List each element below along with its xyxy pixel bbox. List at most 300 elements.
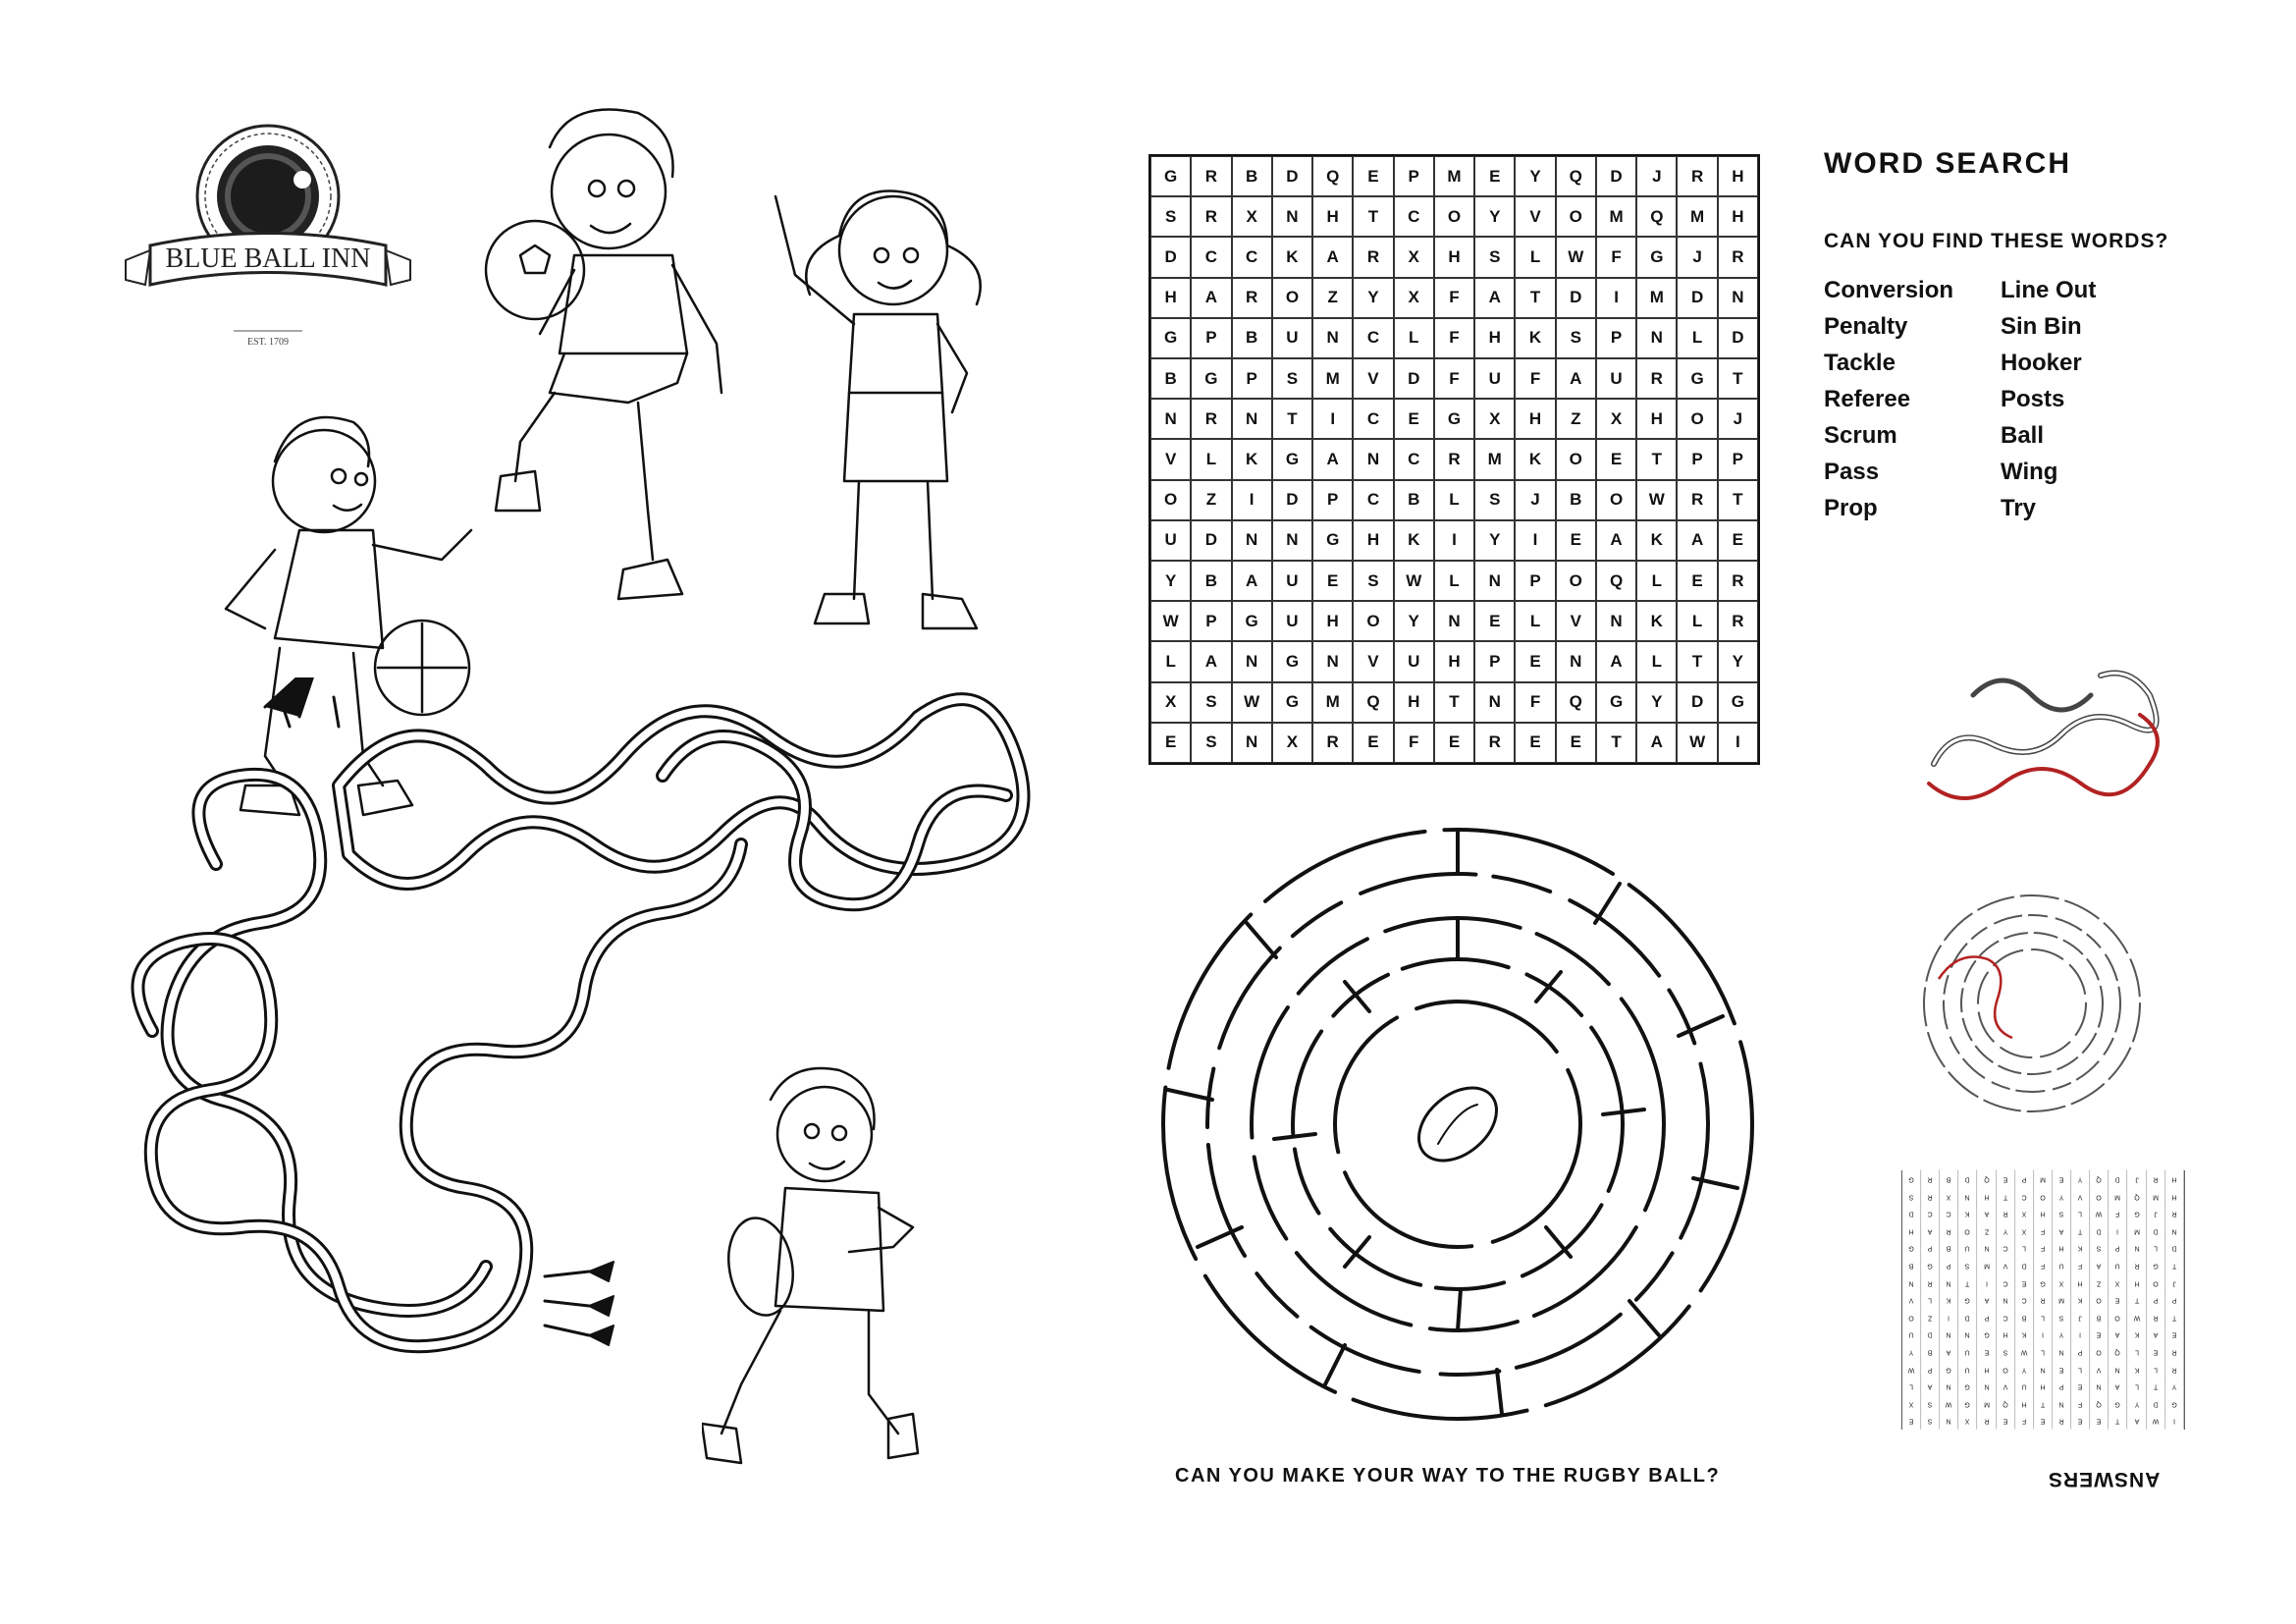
answer-grid-cell: L (2128, 1343, 2147, 1361)
grid-cell: S (1353, 561, 1393, 601)
answer-grid-cell: P (1978, 1309, 1997, 1326)
answer-grid-cell: L (2034, 1343, 2053, 1361)
blue-ball-inn-logo (116, 113, 420, 358)
grid-cell: G (1272, 641, 1312, 681)
answer-grid-cell: P (2015, 1170, 2034, 1188)
answer-grid-cell: P (2147, 1291, 2165, 1309)
grid-cell: X (1474, 399, 1515, 439)
grid-cell: Y (1394, 601, 1434, 641)
answer-grid-cell: N (2109, 1361, 2127, 1379)
answer-grid-cell: R (1940, 1222, 1958, 1240)
grid-cell: U (1272, 601, 1312, 641)
word-pass: Pass (1824, 459, 1880, 485)
answer-grid-cell: G (2165, 1395, 2184, 1413)
grid-cell: B (1232, 318, 1272, 358)
answer-grid-cell: N (2053, 1395, 2071, 1413)
answer-grid-cell: D (2165, 1239, 2184, 1257)
answer-grid-cell: R (2165, 1361, 2184, 1379)
grid-cell: W (1677, 723, 1717, 763)
grid-cell: V (1556, 601, 1596, 641)
answer-grid-cell: G (1958, 1395, 1977, 1413)
grid-cell: X (1394, 278, 1434, 318)
grid-cell: Q (1353, 682, 1393, 723)
answer-grid-cell: D (1902, 1205, 1921, 1222)
grid-cell: L (1677, 318, 1717, 358)
answer-grid-cell: N (2034, 1361, 2053, 1379)
answer-grid-cell: E (2071, 1412, 2090, 1430)
grid-cell: O (1596, 480, 1636, 520)
answer-grid-cell: T (2109, 1412, 2127, 1430)
grid-cell: U (1150, 520, 1191, 561)
grid-cell: L (1434, 561, 1474, 601)
answer-grid-cell: P (2109, 1239, 2127, 1257)
grid-cell: T (1272, 399, 1312, 439)
grid-cell: O (1353, 601, 1393, 641)
answer-grid-cell: K (1940, 1291, 1958, 1309)
word-search-grid (1148, 154, 1760, 765)
grid-cell: L (1434, 480, 1474, 520)
answer-grid-cell: A (2053, 1222, 2071, 1240)
grid-cell: Y (1353, 278, 1393, 318)
grid-cell: I (1718, 723, 1758, 763)
grid-cell: V (1353, 641, 1393, 681)
answer-grid-cell: R (1978, 1412, 1997, 1430)
answer-grid-cell: N (1940, 1378, 1958, 1395)
word-conversion: Conversion (1824, 277, 1954, 303)
grid-cell: W (1150, 601, 1191, 641)
grid-cell: I (1434, 520, 1474, 561)
answer-grid-cell: D (1958, 1170, 1977, 1188)
answer-grid-cell: Z (1978, 1222, 1997, 1240)
answer-grid-cell: T (2034, 1395, 2053, 1413)
answer-grid-cell: K (2015, 1326, 2034, 1343)
answer-grid-cell: H (2034, 1205, 2053, 1222)
grid-cell: Y (1474, 196, 1515, 237)
answer-grid-cell: P (1940, 1257, 1958, 1274)
answer-grid-cell: N (2165, 1222, 2184, 1240)
grid-cell: H (1150, 278, 1191, 318)
answer-grid-cell: F (2071, 1257, 2090, 1274)
grid-cell: Q (1636, 196, 1677, 237)
answer-grid-cell: B (2090, 1309, 2109, 1326)
word-scrum: Scrum (1824, 422, 1897, 449)
grid-cell: W (1636, 480, 1677, 520)
grid-cell: S (1150, 196, 1191, 237)
answer-grid-cell: X (1940, 1188, 1958, 1206)
grid-cell: A (1312, 439, 1353, 479)
answer-grid-cell: R (1921, 1274, 1940, 1292)
answer-grid-cell: P (1921, 1361, 1940, 1379)
answer-grid-cell: H (1902, 1222, 1921, 1240)
grid-cell: B (1556, 480, 1596, 520)
grid-cell: N (1474, 682, 1515, 723)
grid-cell: Y (1636, 682, 1677, 723)
answer-grid-cell: Q (1978, 1170, 1997, 1188)
grid-cell: E (1596, 439, 1636, 479)
grid-cell: U (1272, 561, 1312, 601)
grid-cell: W (1394, 561, 1434, 601)
answer-grid-cell: F (2109, 1205, 2127, 1222)
answer-grid-cell: H (2165, 1170, 2184, 1188)
grid-cell: K (1636, 520, 1677, 561)
answer-grid-cell: G (1978, 1326, 1997, 1343)
answer-grid-cell: N (1940, 1412, 1958, 1430)
answer-grid-cell: R (2147, 1309, 2165, 1326)
answer-grid-cell: X (2109, 1274, 2127, 1292)
answer-grid-cell: V (1902, 1291, 1921, 1309)
answer-grid-cell: H (1978, 1188, 1997, 1206)
grid-cell: C (1191, 237, 1231, 277)
answer-grid-cell: T (2165, 1257, 2184, 1274)
grid-cell: N (1596, 601, 1636, 641)
grid-cell: C (1394, 196, 1434, 237)
grid-cell: N (1232, 520, 1272, 561)
answer-grid-cell: I (1978, 1274, 1997, 1292)
answer-grid-cell: E (1978, 1343, 1997, 1361)
answer-grid-cell: I (1940, 1309, 1958, 1326)
answer-grid-cell: U (2109, 1257, 2127, 1274)
grid-cell: M (1434, 156, 1474, 196)
answer-grid-cell: D (1921, 1326, 1940, 1343)
grid-cell: H (1312, 601, 1353, 641)
circular-maze (1148, 815, 1767, 1434)
answer-grid-cell: H (1978, 1361, 1997, 1379)
grid-cell: N (1474, 561, 1515, 601)
grid-cell: M (1596, 196, 1636, 237)
answer-grid-cell: L (2071, 1361, 2090, 1379)
grid-cell: Y (1515, 156, 1555, 196)
grid-cell: A (1596, 520, 1636, 561)
answer-grid-cell: L (2147, 1239, 2165, 1257)
answer-grid-cell: H (2128, 1274, 2147, 1292)
answer-grid-cell: A (2147, 1326, 2165, 1343)
answer-grid-cell: H (2053, 1239, 2071, 1257)
grid-cell: G (1150, 156, 1191, 196)
answer-grid-cell: D (2147, 1222, 2165, 1240)
grid-cell: R (1434, 439, 1474, 479)
grid-cell: F (1515, 358, 1555, 399)
answer-grid-cell: L (2128, 1378, 2147, 1395)
grid-cell: T (1718, 480, 1758, 520)
grid-cell: I (1596, 278, 1636, 318)
answer-grid-cell: T (2071, 1222, 2090, 1240)
answer-grid-cell: R (1997, 1205, 2015, 1222)
grid-cell: A (1636, 723, 1677, 763)
grid-cell: P (1596, 318, 1636, 358)
grid-cell: T (1718, 358, 1758, 399)
answer-grid-cell: V (1997, 1378, 2015, 1395)
word-sin-bin: Sin Bin (2001, 313, 2082, 340)
answer-grid-cell: E (2090, 1412, 2109, 1430)
answer-grid-cell: Q (1997, 1395, 2015, 1413)
grid-cell: T (1677, 641, 1717, 681)
answer-grid-cell: I (2034, 1326, 2053, 1343)
answer-grid-cell: S (2090, 1239, 2109, 1257)
grid-cell: H (1718, 156, 1758, 196)
answer-grid-cell: R (2128, 1257, 2147, 1274)
grid-cell: D (1556, 278, 1596, 318)
grid-cell: E (1556, 520, 1596, 561)
word-penalty: Penalty (1824, 313, 1908, 340)
answer-grid-cell: G (1940, 1361, 1958, 1379)
grid-cell: R (1353, 237, 1393, 277)
answer-grid-cell: D (2090, 1222, 2109, 1240)
grid-cell: H (1636, 399, 1677, 439)
answer-grid-cell: Y (2071, 1170, 2090, 1188)
answer-grid-cell: N (2090, 1378, 2109, 1395)
grid-cell: O (1150, 480, 1191, 520)
answer-grid-cell: Z (1921, 1309, 1940, 1326)
answer-grid-cell: D (2147, 1395, 2165, 1413)
grid-cell: R (1474, 723, 1515, 763)
logo-name: BLUE BALL INN (165, 244, 371, 274)
answer-grid-cell: G (1958, 1291, 1977, 1309)
grid-cell: P (1718, 439, 1758, 479)
grid-cell: A (1312, 237, 1353, 277)
answers-label: ANSWERS (2048, 1468, 2161, 1490)
answer-grid-cell: T (2165, 1309, 2184, 1326)
grid-cell: A (1474, 278, 1515, 318)
grid-cell: G (1232, 601, 1272, 641)
answer-grid-cell: O (2034, 1188, 2053, 1206)
maze-question: CAN YOU MAKE YOUR WAY TO THE RUGBY BALL? (1175, 1465, 1721, 1487)
grid-cell: H (1434, 237, 1474, 277)
answer-grid-cell: G (2128, 1205, 2147, 1222)
word-prop: Prop (1824, 495, 1878, 521)
answer-grid-cell: N (1902, 1274, 1921, 1292)
answer-grid-cell: D (1958, 1309, 1977, 1326)
answer-grid-cell: B (1921, 1343, 1940, 1361)
grid-cell: N (1312, 641, 1353, 681)
answer-grid-cell: R (2034, 1291, 2053, 1309)
answer-grid-cell: F (2071, 1395, 2090, 1413)
answer-grid-cell: S (1902, 1188, 1921, 1206)
grid-cell: R (1232, 278, 1272, 318)
grid-cell: E (1312, 561, 1353, 601)
word-referee: Referee (1824, 386, 1911, 412)
grid-cell: K (1515, 439, 1555, 479)
answer-grid-cell: B (1940, 1239, 1958, 1257)
grid-cell: B (1191, 561, 1231, 601)
answer-grid-cell: A (2128, 1412, 2147, 1430)
grid-cell: P (1677, 439, 1717, 479)
answer-grid-cell: A (1940, 1343, 1958, 1361)
grid-cell: Q (1596, 561, 1636, 601)
answer-grid-cell: M (2147, 1188, 2165, 1206)
answer-grid-cell: J (2128, 1170, 2147, 1188)
answer-grid-cell: Y (2053, 1188, 2071, 1206)
answer-grid-cell: M (2034, 1170, 2053, 1188)
answer-grid-cell: D (2015, 1257, 2034, 1274)
answer-grid-cell: J (2165, 1274, 2184, 1292)
grid-cell: L (1515, 237, 1555, 277)
answer-grid-cell: G (1902, 1170, 1921, 1188)
grid-cell: V (1515, 196, 1555, 237)
rugby-ball-icon (1405, 1073, 1511, 1175)
grid-cell: X (1596, 399, 1636, 439)
answer-grid-cell: K (2128, 1361, 2147, 1379)
answer-grid-cell: X (2015, 1222, 2034, 1240)
grid-cell: R (1718, 237, 1758, 277)
grid-cell: M (1312, 358, 1353, 399)
grid-cell: Z (1312, 278, 1353, 318)
answer-grid-cell: O (1997, 1361, 2015, 1379)
word-posts: Posts (2001, 386, 2065, 412)
grid-cell: N (1312, 318, 1353, 358)
grid-cell: H (1718, 196, 1758, 237)
grid-cell: F (1434, 318, 1474, 358)
grid-cell: Q (1312, 156, 1353, 196)
grid-cell: J (1515, 480, 1555, 520)
grid-cell: K (1232, 439, 1272, 479)
grid-cell: T (1515, 278, 1555, 318)
grid-cell: E (1353, 156, 1393, 196)
grid-cell: V (1353, 358, 1393, 399)
grid-cell: C (1353, 480, 1393, 520)
answer-grid-cell: Q (2090, 1170, 2109, 1188)
grid-cell: B (1394, 480, 1434, 520)
grid-cell: E (1718, 520, 1758, 561)
answer-grid-cell: W (2147, 1412, 2165, 1430)
grid-cell: O (1677, 399, 1717, 439)
answer-grid-cell: E (1997, 1170, 2015, 1188)
answer-grid-cell: F (2034, 1239, 2053, 1257)
answer-grid-cell: N (1958, 1188, 1977, 1206)
answer-grid-cell: N (1978, 1239, 1997, 1257)
answer-grid-cell: X (2053, 1274, 2071, 1292)
word-hooker: Hooker (2001, 350, 2082, 376)
answer-grid-cell: O (1902, 1309, 1921, 1326)
grid-cell: L (1636, 561, 1677, 601)
grid-cell: S (1191, 682, 1231, 723)
answer-grid-cell: Y (2015, 1361, 2034, 1379)
grid-cell: R (1191, 156, 1231, 196)
answer-grid-cell: X (1958, 1412, 1977, 1430)
answer-grid-cell: R (1921, 1170, 1940, 1188)
grid-cell: N (1636, 318, 1677, 358)
grid-cell: U (1394, 641, 1434, 681)
answer-grid-cell: M (2053, 1291, 2071, 1309)
grid-cell: O (1556, 561, 1596, 601)
grid-cell: S (1556, 318, 1596, 358)
answer-grid-cell: R (2165, 1343, 2184, 1361)
answer-grid-cell: A (2109, 1378, 2127, 1395)
grid-cell: I (1232, 480, 1272, 520)
grid-cell: L (1150, 641, 1191, 681)
answer-grid-cell: P (2071, 1343, 2090, 1361)
grid-cell: N (1718, 278, 1758, 318)
grid-cell: X (1232, 196, 1272, 237)
grid-cell: F (1434, 358, 1474, 399)
grid-cell: G (1191, 358, 1231, 399)
grid-cell: M (1474, 439, 1515, 479)
answer-grid-cell: E (2090, 1326, 2109, 1343)
answer-grid-cell: W (1940, 1395, 1958, 1413)
grid-cell: S (1474, 480, 1515, 520)
grid-cell: H (1394, 682, 1434, 723)
grid-cell: K (1394, 520, 1434, 561)
answer-grid-cell: U (2015, 1378, 2034, 1395)
grid-cell: E (1434, 723, 1474, 763)
grid-cell: Y (1718, 641, 1758, 681)
answer-grid-cell: W (2128, 1309, 2147, 1326)
answer-grid-cell: Y (2053, 1326, 2071, 1343)
girl-waving-illustration (756, 157, 1001, 658)
grid-cell: I (1312, 399, 1353, 439)
grid-cell: A (1596, 641, 1636, 681)
answer-grid-cell: B (2015, 1309, 2034, 1326)
answer-grid-cell: Y (2165, 1378, 2184, 1395)
answer-grid-cell: L (2034, 1309, 2053, 1326)
answer-grid-cell: M (2109, 1188, 2127, 1206)
grid-cell: K (1515, 318, 1555, 358)
answer-grid-cell: L (1921, 1291, 1940, 1309)
grid-cell: G (1312, 520, 1353, 561)
grid-cell: G (1636, 237, 1677, 277)
answer-grid-cell: E (1902, 1412, 1921, 1430)
grid-cell: E (1474, 156, 1515, 196)
answer-grid-cell: O (2147, 1274, 2165, 1292)
answer-grid-cell: P (2165, 1291, 2184, 1309)
answer-grid-cell: N (1978, 1378, 1997, 1395)
answer-grid-cell: S (1921, 1412, 1940, 1430)
grid-cell: L (1515, 601, 1555, 641)
grid-cell: E (1677, 561, 1717, 601)
grid-cell: Q (1556, 156, 1596, 196)
grid-cell: A (1191, 641, 1231, 681)
grid-cell: P (1191, 318, 1231, 358)
answer-grid-cell: O (1958, 1222, 1977, 1240)
grid-cell: L (1677, 601, 1717, 641)
grid-cell: D (1272, 156, 1312, 196)
answer-grid-cell: T (1958, 1274, 1977, 1292)
answer-grid-cell: F (2015, 1412, 2034, 1430)
grid-cell: O (1272, 278, 1312, 318)
grid-cell: J (1636, 156, 1677, 196)
answer-grid-cell: L (1902, 1378, 1921, 1395)
answer-grid-cell: G (2109, 1395, 2127, 1413)
answer-grid-cell: E (2015, 1274, 2034, 1292)
answer-grid-cell: O (2090, 1343, 2109, 1361)
grid-cell: Y (1150, 561, 1191, 601)
answer-grid-cell: E (1997, 1412, 2015, 1430)
grid-cell: D (1677, 682, 1717, 723)
answer-grid-cell: M (1978, 1257, 1997, 1274)
grid-cell: P (1191, 601, 1231, 641)
answer-grid-cell: K (2071, 1291, 2090, 1309)
grid-cell: E (1394, 399, 1434, 439)
grid-cell: D (1596, 156, 1636, 196)
answer-grid-cell: R (2053, 1412, 2071, 1430)
answer-grid-cell: T (2128, 1291, 2147, 1309)
grid-cell: G (1150, 318, 1191, 358)
answer-grid-cell: P (1921, 1239, 1940, 1257)
answer-grid-cell: C (2015, 1291, 2034, 1309)
answer-grid-cell: F (2034, 1222, 2053, 1240)
answer-grid-cell: S (1997, 1343, 2015, 1361)
grid-cell: R (1312, 723, 1353, 763)
grid-cell: E (1515, 641, 1555, 681)
answer-grid-cell: N (1940, 1274, 1958, 1292)
answer-grid-cell: X (2015, 1205, 2034, 1222)
grid-cell: S (1272, 358, 1312, 399)
grid-cell: T (1596, 723, 1636, 763)
grid-cell: U (1272, 318, 1312, 358)
grid-cell: G (1272, 682, 1312, 723)
grid-cell: H (1515, 399, 1555, 439)
grid-cell: N (1272, 520, 1312, 561)
word-try: Try (2001, 495, 2037, 521)
